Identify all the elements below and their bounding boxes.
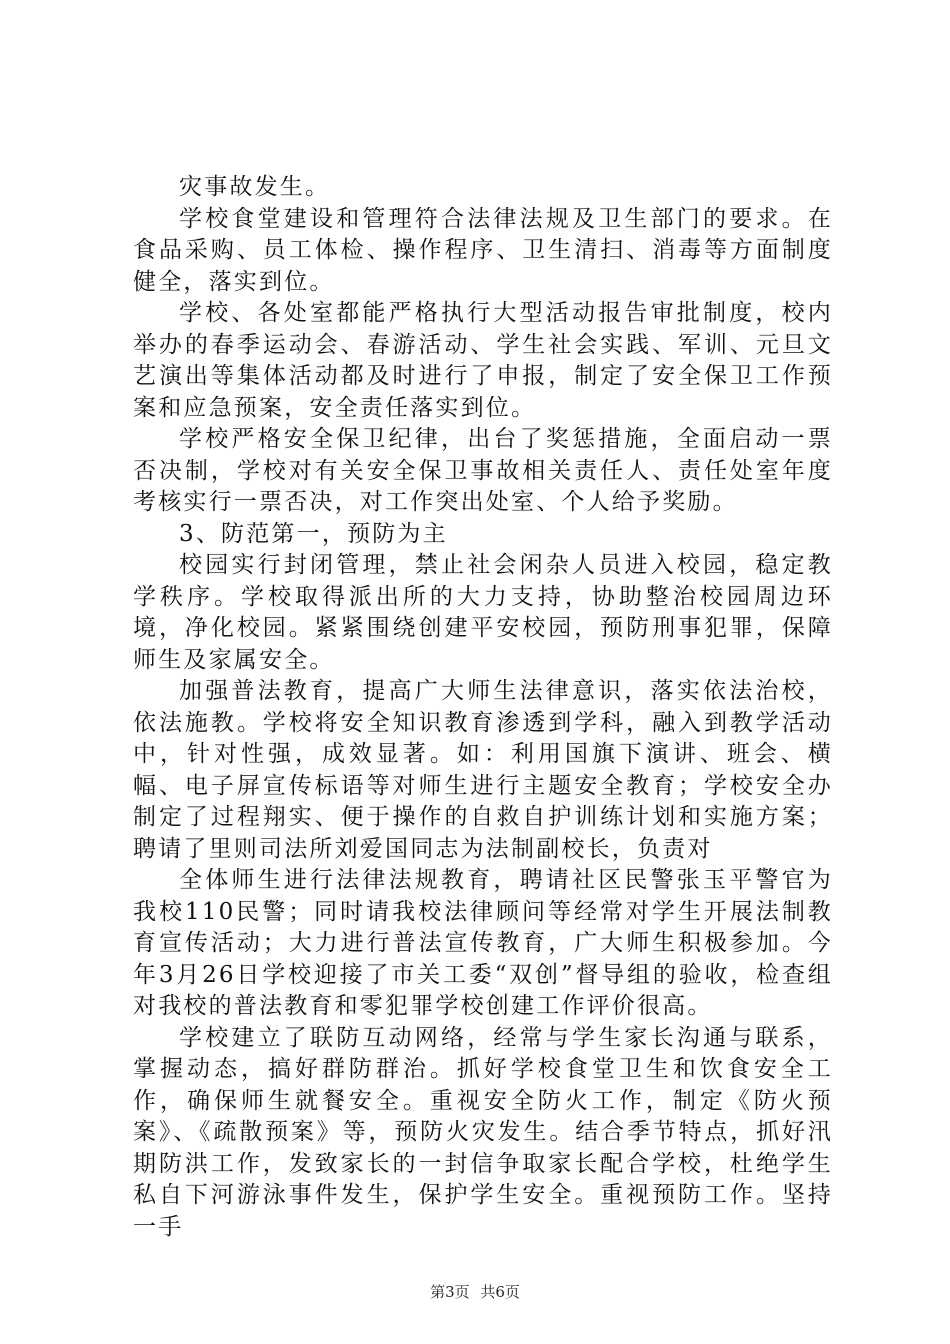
paragraph-5: 校园实行封闭管理，禁止社会闲杂人员进入校园，稳定教学秩序。学校取得派出所的大力支持，协助整治校园周边环境，净化校园。紧紧围绕创建平安校园，预防刑事犯罪，保障师生及家属安全。 [133,552,833,673]
paragraph-6: 加强普法教育，提高广大师生法律意识，落实依法治校，依法施教。学校将安全知识教育渗透到学科，融入到教学活动中，针对性强，成效显著。如：利用国旗下演讲、班会、横幅、电子屏宣传标语等对师生进行主题安全教育；学校安全办制定了过程翔实、便于操作的自救自护训练计划和实施方案；聘请了里则司法所刘爱国同志为法制副校长，负责对 [133,678,833,862]
paragraph-8: 学校建立了联防互动网络，经常与学生家长沟通与联系，掌握动态，搞好群防群治。抓好学校食堂卫生和饮食安全工作，确保师生就餐安全。重视安全防火工作，制定《防火预案》、《疏散预案》等，预防火灾发生。结合季节特点，抓好汛期防洪工作，发致家长的一封信争取家长配合学校，杜绝学生私自下河游泳事件发生，保护学生安全。重视预防工作。坚持一手 [133,1024,833,1240]
paragraph-4: 学校严格安全保卫纪律，出台了奖惩措施，全面启动一票否决制，学校对有关安全保卫事故相关责任人、责任处室年度考核实行一票否决，对工作突出处室、个人给予奖励。 [133,426,833,515]
page-footer [0,1281,950,1302]
paragraph-1: 灾事故发生。 [179,174,331,200]
paragraph-3: 学校、各处室都能严格执行大型活动报告审批制度，校内举办的春季运动会、春游活动、学生社会实践、军训、元旦文艺演出等集体活动都及时进行了申报，制定了安全保卫工作预案和应急预案，安全责任落实到位。 [133,300,833,421]
paragraph-7: 全体师生进行法律法规教育，聘请社区民警张玉平警官为我校110民警；同时请我校法律顾问等经常对学生开展法制教育宣传活动；大力进行普法宣传教育，广大师生积极参加。今年3月26日学校迎接了市关工委“双创”督导组的验收，检查组对我校的普法教育和零犯罪学校创建工作评价很高。 [133,867,833,1019]
section-heading: 3、防范第一，预防为主 [179,520,448,547]
page-number: 第3页 [430,1283,470,1301]
paragraph-2: 学校食堂建设和管理符合法律法规及卫生部门的要求。在食品采购、员工体检、操作程序、卫生清扫、消毒等方面制度健全，落实到位。 [133,205,833,295]
document-body [133,172,833,1243]
page-total: 共6页 [480,1283,520,1301]
